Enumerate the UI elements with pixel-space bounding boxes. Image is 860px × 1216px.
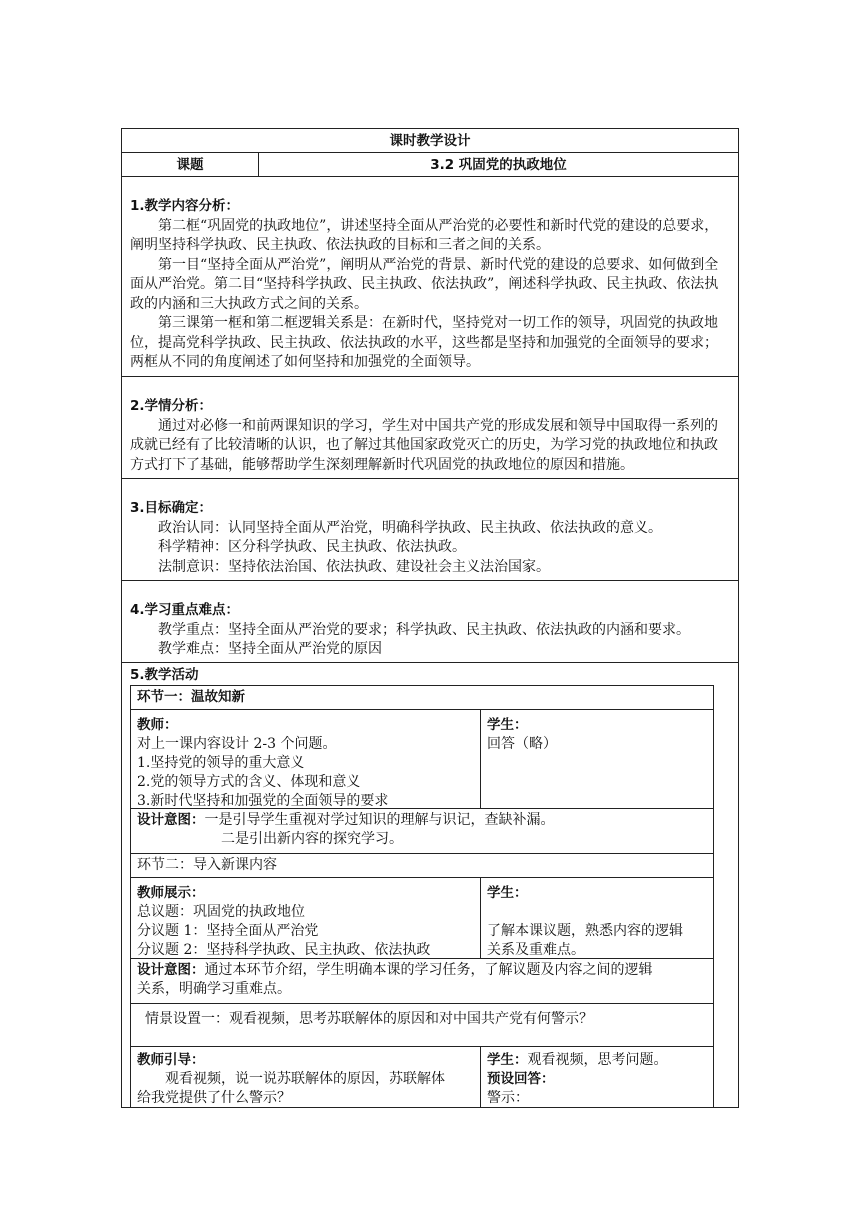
section-goals	[122, 479, 738, 581]
paragraph: 通过对必修一和前两课知识的学习，学生对中国共产党的形成发展和领导中国取得一系列的成就已经有了比较清晰的认识，也了解过其他国家政党灭亡的历史，为学习党的执政地位和执政方式打下了基础，能够帮助学生深刻理解新时代巩固党的执政地位的原因和措施。	[130, 417, 718, 473]
teacher-label: 教师：	[137, 717, 178, 733]
topic-row	[122, 153, 738, 177]
lesson-plan-table	[121, 128, 739, 1108]
step2-student-cell	[481, 878, 713, 958]
student-text: 关系及重难点。	[487, 942, 585, 958]
teacher-line: 分议题 2：坚持科学执政、民主执政、依法执政	[137, 942, 431, 958]
goal-line: 科学精神：区分科学执政、民主执政、依法执政。	[158, 539, 466, 555]
step3-student-cell	[481, 1047, 713, 1107]
step2-teacher-cell	[131, 878, 481, 958]
topic-value: 3.2 巩固党的执政地位	[430, 157, 567, 173]
section-heading: 2.学情分析：	[130, 398, 213, 414]
student-label: 学生：	[487, 885, 528, 901]
teacher-line: 1.坚持党的领导的重大意义	[137, 755, 305, 771]
paragraph: 第一目“坚持全面从严治党”，阐明从严治党的背景、新时代党的建设的总要求、如何做到全面从严治党。第二目“坚持科学执政、民主执政、依法执政”，阐述科学执政、民主执政、依法执政的内涵和三大执政方式之间的关系。	[130, 256, 719, 312]
table-title: 课时教学设计	[122, 129, 738, 153]
difficulty-line: 教学难点：坚持全面从严治党的原因	[158, 641, 382, 657]
step1-teacher-cell	[131, 710, 481, 808]
student-label: 学生：	[487, 1052, 528, 1068]
goal-line: 法制意识：坚持依法治国、依法执政、建设社会主义法治国家。	[158, 558, 550, 575]
step1-intent-row	[131, 809, 713, 854]
step2-title-row	[131, 854, 713, 878]
step3-teacher-cell	[131, 1047, 481, 1107]
section-key-points	[122, 581, 738, 663]
intent-text: 通过本环节介绍，学生明确本课的学习任务，了解议题及内容之间的逻辑	[204, 962, 653, 978]
step1-title: 环节一：温故知新	[137, 689, 245, 705]
intent-label: 设计意图：	[137, 962, 205, 978]
step1-intent	[131, 809, 561, 853]
preset-label: 预设回答：	[487, 1071, 555, 1087]
teacher-line: 总议题：巩固党的执政地位	[137, 904, 305, 920]
step2-intent-row	[131, 959, 713, 1004]
section-activities	[122, 663, 738, 1107]
step2-intent	[131, 959, 659, 1003]
teacher-line: 2.党的领导方式的含义、体现和意义	[137, 774, 361, 790]
section-student-analysis	[122, 377, 738, 479]
step1-content-row	[131, 710, 713, 809]
teacher-label: 教师展示：	[137, 885, 205, 901]
section-heading: 3.目标确定：	[130, 500, 213, 516]
section-heading: 1.教学内容分析：	[130, 198, 240, 214]
step2-title: 环节二：导入新课内容	[137, 857, 277, 873]
goal-line: 政治认同：认同坚持全面从严治党，明确科学执政、民主执政、依法执政的意义。	[158, 519, 662, 536]
paragraph: 第三课第一框和第二框逻辑关系是：在新时代，坚持党对一切工作的领导，巩固党的执政地位，提高党科学执政、民主执政、依法执政的水平，这些都是坚持和加强党的全面领导的要求；两框从不同的角度阐述了如何坚持和加强党的全面领导。	[130, 315, 718, 370]
section-content-analysis	[122, 177, 738, 377]
intent-text: 二是引出新内容的探究学习。	[221, 831, 403, 847]
teacher-text: 给我党提供了什么警示？	[137, 1090, 291, 1106]
section-heading: 4.学习重点难点：	[130, 602, 240, 618]
section-heading: 5.教学活动	[130, 667, 199, 683]
teacher-text: 观看视频，说一说苏联解体的原因，苏联解体	[165, 1071, 445, 1087]
student-text: 了解本课议题，熟悉内容的逻辑	[487, 923, 683, 939]
student-text: 回答（略）	[487, 736, 557, 752]
step1-title-row	[131, 686, 713, 710]
scene-row	[131, 1004, 713, 1047]
topic-label: 课题	[122, 153, 259, 176]
teacher-label: 教师引导：	[137, 1052, 205, 1068]
intent-text: 一是引导学生重视对学过知识的理解与识记，查缺补漏。	[204, 812, 555, 828]
intent-text: 关系，明确学习重难点。	[137, 981, 291, 997]
step1-student-cell	[481, 710, 713, 808]
step3-content-row	[131, 1047, 713, 1107]
warn-text: 警示：	[487, 1090, 529, 1106]
teacher-line: 对上一课内容设计 2-3 个问题。	[137, 736, 337, 752]
teacher-line: 分议题 1：坚持全面从严治党	[137, 923, 319, 939]
lesson-plan	[121, 128, 739, 1108]
paragraph: 第二框“巩固党的执政地位”，讲述坚持全面从严治党的必要性和新时代党的建设的总要求，阐明坚持科学执政、民主执政、依法执政的目标和三者之间的关系。	[130, 217, 719, 253]
student-text: 观看视频，思考问题。	[527, 1052, 668, 1068]
teacher-line: 3.新时代坚持和加强党的全面领导的要求	[137, 793, 389, 809]
student-label: 学生：	[487, 717, 528, 733]
scene-text: 情景设置一：观看视频，思考苏联解体的原因和对中国共产党有何警示？	[145, 1011, 593, 1027]
intent-label: 设计意图：	[137, 812, 205, 828]
step2-content-row	[131, 878, 713, 959]
activity-table	[130, 685, 714, 1107]
key-point-line: 教学重点：坚持全面从严治党的要求；科学执政、民主执政、依法执政的内涵和要求。	[158, 621, 690, 638]
